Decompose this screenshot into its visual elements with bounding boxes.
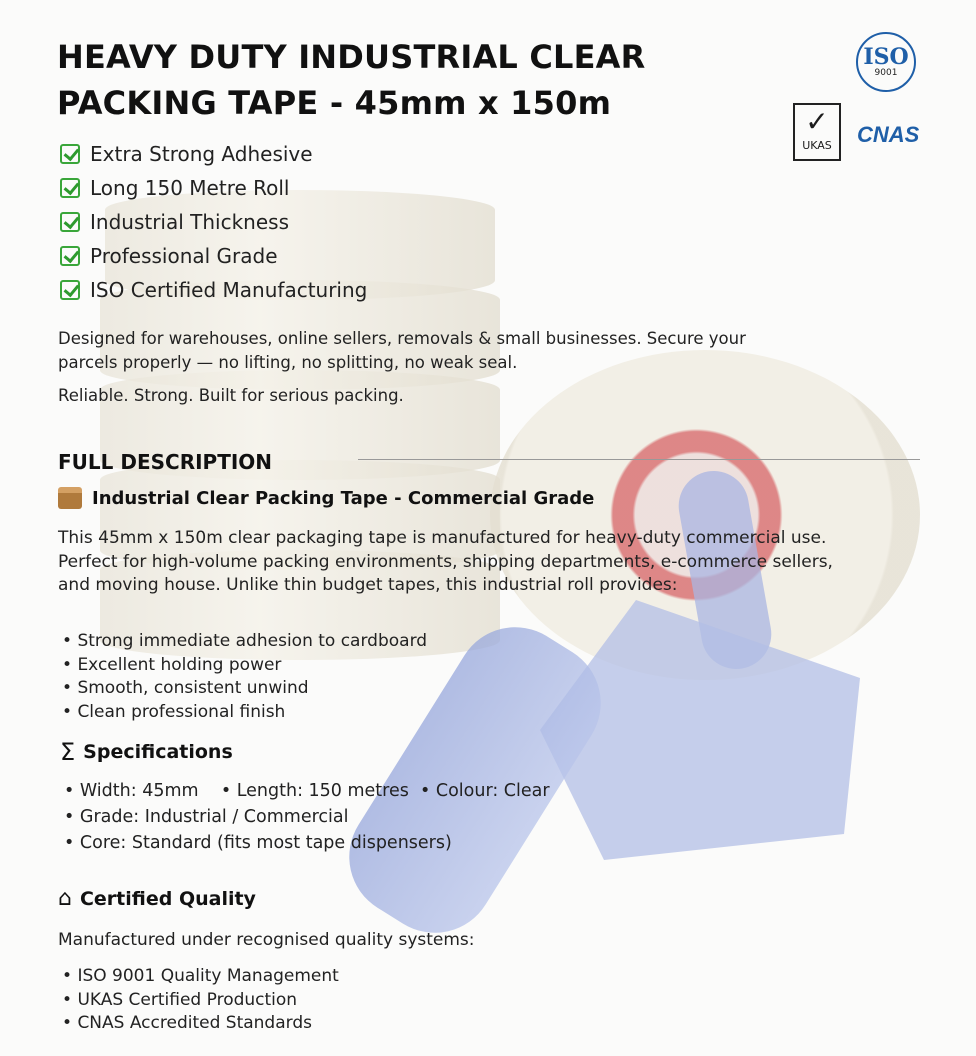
feature-item: ISO Certified Manufacturing — [60, 273, 367, 307]
specifications-heading: Specifications — [83, 741, 233, 763]
checkbox-icon — [60, 144, 80, 164]
sigma-flag-icon: Σ — [60, 738, 76, 766]
certifications-list — [62, 965, 339, 1036]
checkbox-icon — [60, 280, 80, 300]
list-item: • Strong immediate adhesion to cardboard — [62, 630, 427, 654]
feature-item: Long 150 Metre Roll — [60, 171, 367, 205]
divider — [358, 459, 920, 460]
list-item: • CNAS Accredited Standards — [62, 1012, 339, 1036]
intro-tagline: Reliable. Strong. Built for serious packing. — [58, 386, 404, 405]
spec-row: • Grade: Industrial / Commercial — [64, 807, 349, 827]
spec-row: • Core: Standard (fits most tape dispensers) — [64, 833, 452, 853]
certified-quality-heading: Certified Quality — [79, 887, 256, 910]
page-title: HEAVY DUTY INDUSTRIAL CLEAR PACKING TAPE - 45mm x 150m — [57, 38, 646, 122]
list-item: • Smooth, consistent unwind — [62, 677, 427, 701]
full-description-body: This 45mm x 150m clear packaging tape is manufactured for heavy-duty commercial use. Perfect for high-volume packing environments, shipping departments, e-commerce sellers, and moving house. Unlike thin budget tapes, this industrial roll provides: — [58, 528, 833, 595]
iso-logo: ISO 9001 — [856, 32, 916, 92]
feature-checklist — [60, 137, 367, 307]
certified-intro: Manufactured under recognised quality systems: — [58, 930, 475, 950]
specifications-list — [64, 778, 550, 856]
ukas-logo: ✓ UKAS — [793, 103, 841, 161]
feature-item: Extra Strong Adhesive — [60, 137, 367, 171]
cnas-logo: CNAS — [857, 122, 920, 147]
feature-item: Industrial Thickness — [60, 205, 367, 239]
list-item: • Clean professional finish — [62, 701, 427, 725]
checkbox-icon — [60, 178, 80, 198]
list-item: • UKAS Certified Production — [62, 989, 339, 1013]
full-description-heading: FULL DESCRIPTION — [58, 450, 273, 474]
box-icon — [58, 487, 82, 509]
intro-text: Designed for warehouses, online sellers, removals & small businesses. Secure your parcels properly — no lifting, no splitting, no weak seal. — [58, 329, 746, 372]
list-item: • ISO 9001 Quality Management — [62, 965, 339, 989]
list-item: • Excellent holding power — [62, 654, 427, 678]
building-icon: ⌂ — [58, 886, 72, 911]
checkbox-icon — [60, 246, 80, 266]
benefits-list — [62, 630, 427, 724]
full-description-subheading: Industrial Clear Packing Tape - Commercial Grade — [92, 487, 595, 509]
checkbox-icon — [60, 212, 80, 232]
spec-row: • Width: 45mm • Length: 150 metres • Colour: Clear — [64, 781, 550, 801]
feature-item: Professional Grade — [60, 239, 367, 273]
